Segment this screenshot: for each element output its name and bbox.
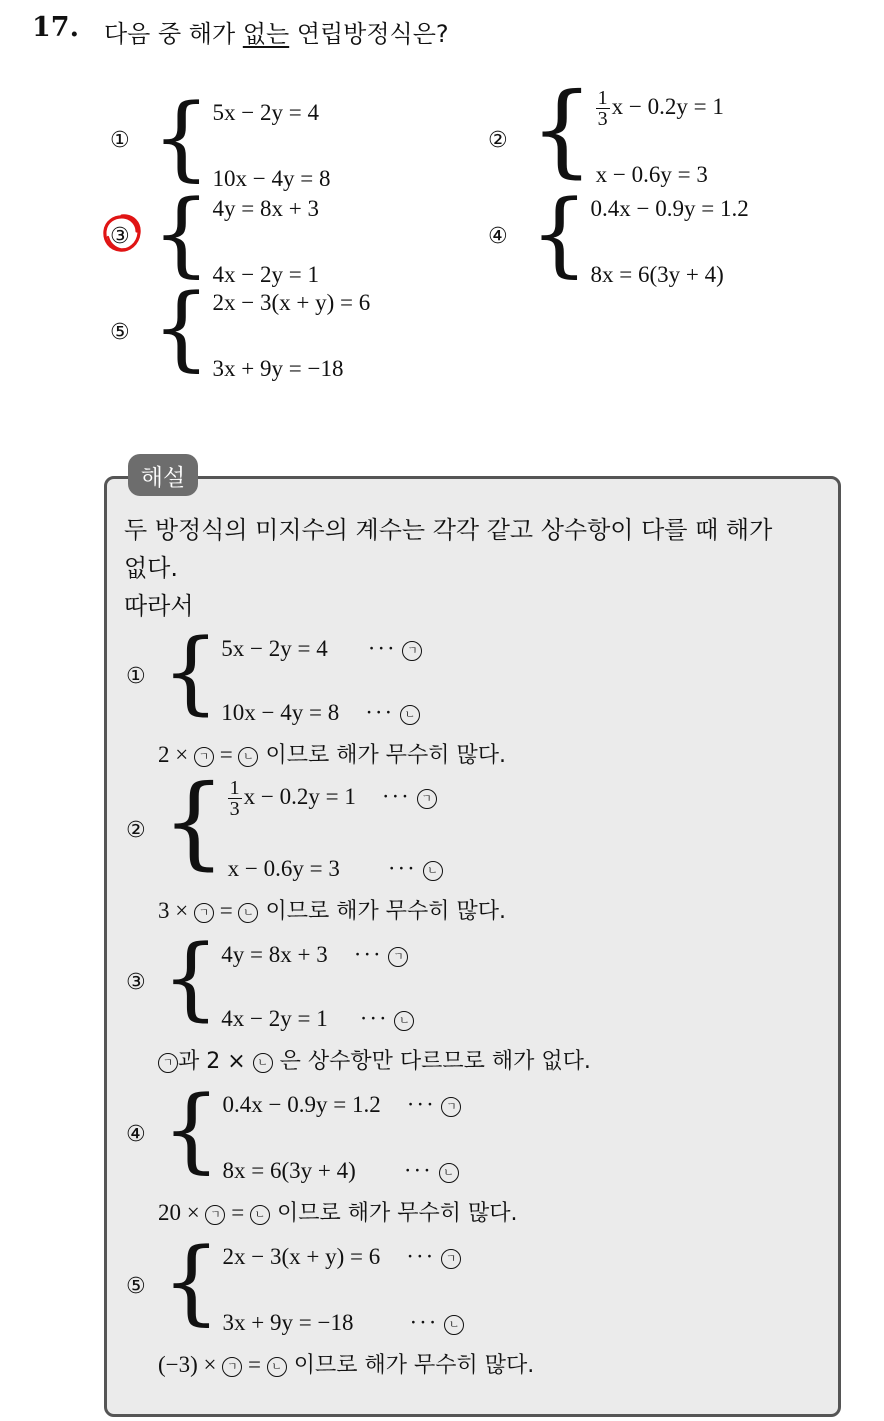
solution-5-system	[162, 1228, 464, 1336]
circled-giyeok-icon: ㄱ	[417, 789, 437, 809]
question-number: 17.	[32, 12, 79, 43]
solution-5-number: ⑤	[126, 1274, 146, 1299]
choice-1-system	[152, 84, 331, 192]
solution-2-eq1: $\frac{1}{3}$ x − 0.2y = 1 ··· ㄱ	[228, 778, 443, 819]
solution-4-conclusion: 20 × ㄱ = ㄴ 이므로 해가 무수히 많다.	[158, 1200, 518, 1226]
circled-giyeok-icon: ㄱ	[441, 1249, 461, 1269]
choice-1-number: ①	[110, 128, 130, 153]
circled-nieun-icon: ㄴ	[439, 1163, 459, 1183]
choice-5-number: ⑤	[110, 320, 130, 345]
solution-tag: 해설	[128, 454, 198, 496]
fraction: $\frac{1}{3}$	[229, 777, 240, 820]
solution-1-conclusion: 2 × ㄱ = ㄴ 이므로 해가 무수히 많다.	[158, 742, 506, 768]
circled-giyeok-icon: ㄱ	[194, 747, 214, 767]
fraction: $\frac{1}{3}$	[597, 87, 608, 130]
choice-4-eq1: 0.4x − 0.9y = 1.2	[590, 196, 749, 221]
question-text-underlined: 없는	[242, 20, 290, 48]
circled-giyeok-icon: ㄱ	[222, 1357, 242, 1377]
circled-nieun-icon: ㄴ	[444, 1315, 464, 1335]
choice-2-eq2: x − 0.6y = 3	[595, 162, 708, 187]
solution-4-eq2: 8x = 6(3y + 4) ··· ㄴ	[223, 1158, 462, 1184]
solution-3-system	[162, 926, 414, 1032]
circled-nieun-icon: ㄴ	[253, 1053, 273, 1073]
circled-giyeok-icon: ㄱ	[441, 1097, 461, 1117]
circled-giyeok-icon: ㄱ	[205, 1205, 225, 1225]
solution-4-system	[162, 1076, 461, 1184]
brace-icon: {	[152, 274, 211, 381]
question-text-before: 다음 중 해가	[104, 20, 243, 48]
choice-2-system	[530, 71, 724, 188]
solution-2-eq2: x − 0.6y = 3 ··· ㄴ	[228, 856, 443, 882]
brace-icon: {	[152, 180, 211, 287]
solution-intro-line1: 두 방정식의 미지수의 계수는 각각 같고 상수항이 다를 때 해가	[124, 516, 773, 544]
solution-2-system	[162, 763, 443, 882]
solution-5-conclusion: (−3) × ㄱ = ㄴ 이므로 해가 무수히 많다.	[158, 1352, 535, 1378]
circled-nieun-icon: ㄴ	[400, 705, 420, 725]
circled-giyeok-icon: ㄱ	[402, 641, 422, 661]
brace-icon: {	[530, 180, 589, 287]
solution-1-eq1: 5x − 2y = 4 ··· ㄱ	[221, 636, 422, 662]
solution-5-eq2: 3x + 9y = −18 ··· ㄴ	[223, 1310, 465, 1336]
solution-3-eq1: 4y = 8x + 3 ··· ㄱ	[221, 942, 414, 968]
circled-nieun-icon: ㄴ	[250, 1205, 270, 1225]
circled-nieun-icon: ㄴ	[238, 747, 258, 767]
solution-intro-line2: 없다.	[124, 554, 178, 582]
solution-3-number: ③	[126, 970, 146, 995]
circled-nieun-icon: ㄴ	[267, 1357, 287, 1377]
choice-2-eq1: $\frac{1}{3}$ x − 0.2y = 1	[597, 87, 724, 130]
choice-3-number: ③	[110, 224, 130, 249]
solution-2-number: ②	[126, 818, 146, 843]
solution-3-eq2: 4x − 2y = 1 ··· ㄴ	[221, 1006, 414, 1032]
brace-icon: {	[152, 84, 211, 191]
choice-4-system	[530, 180, 749, 288]
choice-5-eq1: 2x − 3(x + y) = 6	[212, 290, 371, 315]
solution-3-conclusion: ㄱ 과 2 × ㄴ 은 상수항만 다르므로 해가 없다.	[158, 1044, 591, 1075]
circled-nieun-icon: ㄴ	[423, 861, 443, 881]
circled-giyeok-icon: ㄱ	[158, 1053, 178, 1073]
choice-4-eq2: 8x = 6(3y + 4)	[590, 262, 724, 287]
choice-3-eq2: 4x − 2y = 1	[212, 262, 319, 287]
choice-4-number: ④	[488, 224, 508, 249]
brace-icon: {	[162, 1228, 221, 1335]
choice-1-eq1: 5x − 2y = 4	[212, 100, 319, 125]
solution-4-eq1: 0.4x − 0.9y = 1.2 ··· ㄱ	[223, 1092, 462, 1118]
solution-1-number: ①	[126, 664, 146, 689]
brace-icon: {	[162, 620, 220, 725]
brace-icon: {	[162, 763, 226, 880]
circled-giyeok-icon: ㄱ	[388, 947, 408, 967]
question-text	[104, 14, 449, 49]
solution-2-conclusion: 3 × ㄱ = ㄴ 이므로 해가 무수히 많다.	[158, 898, 506, 924]
solution-intro-line3: 따라서	[124, 592, 194, 620]
solution-5-eq1: 2x − 3(x + y) = 6 ··· ㄱ	[223, 1244, 465, 1270]
choice-2-number: ②	[488, 128, 508, 153]
choice-3-eq1: 4y = 8x + 3	[212, 196, 319, 221]
choice-5-eq2: 3x + 9y = −18	[212, 356, 344, 381]
brace-icon: {	[162, 1076, 221, 1183]
solution-1-system	[162, 620, 422, 726]
solution-1-eq2: 10x − 4y = 8 ··· ㄴ	[221, 700, 422, 726]
circled-nieun-icon: ㄴ	[238, 903, 258, 923]
choice-1-eq2: 10x − 4y = 8	[212, 166, 331, 191]
question-text-after: 연립방정식은?	[289, 20, 449, 48]
brace-icon: {	[162, 926, 220, 1031]
solution-4-number: ④	[126, 1122, 146, 1147]
circled-giyeok-icon: ㄱ	[194, 903, 214, 923]
circled-nieun-icon: ㄴ	[394, 1011, 414, 1031]
brace-icon: {	[530, 71, 594, 188]
